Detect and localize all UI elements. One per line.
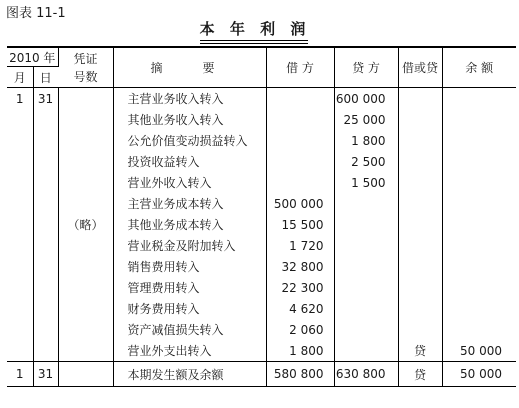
cell-debit: 22 300	[266, 277, 334, 298]
cell-month	[7, 235, 33, 256]
figure-label: 图表 11-1	[6, 6, 66, 21]
cell-day	[33, 172, 58, 193]
total-debit: 580 800	[266, 362, 334, 387]
cell-summary: 主营业务成本转入	[113, 193, 266, 214]
cell-debit: 2 060	[266, 319, 334, 340]
cell-balance	[442, 130, 516, 151]
cell-balance	[442, 256, 516, 277]
total-dc: 贷	[398, 362, 442, 387]
total-voucher	[58, 362, 113, 387]
cell-day	[33, 130, 58, 151]
cell-summary: 其他业务成本转入	[113, 214, 266, 235]
cell-dc	[398, 193, 442, 214]
total-summary: 本期发生额及余额	[113, 362, 266, 387]
cell-balance	[442, 109, 516, 130]
cell-day	[33, 109, 58, 130]
cell-day	[33, 151, 58, 172]
cell-credit	[334, 214, 398, 235]
cell-debit: 4 620	[266, 298, 334, 319]
cell-debit: 500 000	[266, 193, 334, 214]
table-row	[7, 88, 516, 110]
title-underline	[200, 40, 308, 41]
cell-balance	[442, 298, 516, 319]
cell-day	[33, 235, 58, 256]
cell-day: 31	[33, 88, 58, 110]
cell-credit	[334, 193, 398, 214]
cell-month	[7, 340, 33, 362]
cell-summary: 营业外收入转入	[113, 172, 266, 193]
cell-month	[7, 298, 33, 319]
cell-dc	[398, 319, 442, 340]
header-voucher-line1: 凭证	[73, 51, 98, 66]
cell-summary: 管理费用转入	[113, 277, 266, 298]
cell-dc	[398, 298, 442, 319]
cell-debit: 1 720	[266, 235, 334, 256]
cell-debit: 32 800	[266, 256, 334, 277]
cell-dc	[398, 130, 442, 151]
cell-month	[7, 256, 33, 277]
cell-dc	[398, 109, 442, 130]
cell-credit: 600 000	[334, 88, 398, 110]
cell-debit	[266, 151, 334, 172]
header-voucher	[58, 47, 113, 88]
cell-balance	[442, 88, 516, 110]
cell-debit	[266, 130, 334, 151]
cell-balance	[442, 193, 516, 214]
cell-day	[33, 277, 58, 298]
title-underline-double	[200, 43, 308, 44]
cell-balance	[442, 277, 516, 298]
cell-dc	[398, 235, 442, 256]
cell-credit: 25 000	[334, 109, 398, 130]
cell-credit	[334, 256, 398, 277]
cell-balance	[442, 214, 516, 235]
cell-month	[7, 151, 33, 172]
header-day: 日	[33, 67, 58, 88]
cell-dc	[398, 88, 442, 110]
cell-debit	[266, 172, 334, 193]
cell-month: 1	[7, 88, 33, 110]
total-month: 1	[7, 362, 33, 387]
header-dc: 借或贷	[398, 47, 442, 88]
cell-month	[7, 130, 33, 151]
total-day: 31	[33, 362, 58, 387]
cell-day	[33, 319, 58, 340]
cell-summary: 公允价值变动损益转入	[113, 130, 266, 151]
cell-dc	[398, 256, 442, 277]
cell-month	[7, 277, 33, 298]
cell-month	[7, 109, 33, 130]
cell-summary: 销售费用转入	[113, 256, 266, 277]
header-debit: 借 方	[266, 47, 334, 88]
cell-credit: 1 500	[334, 172, 398, 193]
cell-month	[7, 214, 33, 235]
cell-dc	[398, 277, 442, 298]
cell-credit	[334, 340, 398, 362]
cell-summary: 资产减值损失转入	[113, 319, 266, 340]
header-credit: 贷 方	[334, 47, 398, 88]
ledger-table	[7, 46, 516, 387]
cell-day	[33, 214, 58, 235]
cell-day	[33, 256, 58, 277]
cell-credit	[334, 319, 398, 340]
header-voucher-line2: 号数	[73, 69, 98, 84]
header-year: 2010 年	[7, 47, 58, 67]
cell-debit: 1 800	[266, 340, 334, 362]
cell-balance: 50 000	[460, 343, 503, 358]
cell-credit: 1 800	[334, 130, 398, 151]
ledger-title: 本 年 利 润	[199, 20, 311, 38]
header-balance: 余 额	[442, 47, 516, 88]
cell-balance	[442, 319, 516, 340]
cell-dc: 贷	[398, 340, 442, 362]
total-balance: 50 000	[442, 362, 516, 387]
cell-credit	[334, 277, 398, 298]
total-credit: 630 800	[334, 362, 398, 387]
cell-month	[7, 319, 33, 340]
cell-day	[33, 193, 58, 214]
cell-balance	[442, 151, 516, 172]
header-summary: 摘 要	[113, 47, 266, 88]
cell-day	[33, 298, 58, 319]
cell-month	[7, 193, 33, 214]
cell-credit	[334, 298, 398, 319]
cell-month	[7, 172, 33, 193]
cell-credit: 2 500	[334, 151, 398, 172]
header-month: 月	[7, 67, 33, 88]
cell-dc	[398, 151, 442, 172]
cell-dc	[398, 214, 442, 235]
cell-balance	[442, 235, 516, 256]
cell-day	[33, 340, 58, 362]
cell-summary: 投资收益转入	[113, 151, 266, 172]
cell-credit	[334, 235, 398, 256]
cell-debit	[266, 109, 334, 130]
cell-voucher-note: （略）	[58, 88, 113, 362]
cell-summary: 营业税金及附加转入	[113, 235, 266, 256]
cell-summary: 财务费用转入	[113, 298, 266, 319]
cell-debit: 15 500	[266, 214, 334, 235]
cell-summary: 营业外支出转入	[113, 340, 266, 362]
cell-summary: 其他业务收入转入	[113, 109, 266, 130]
cell-dc	[398, 172, 442, 193]
cell-summary: 主营业务收入转入	[113, 88, 266, 110]
cell-debit	[266, 88, 334, 110]
cell-balance	[442, 172, 516, 193]
total-row	[7, 362, 516, 387]
